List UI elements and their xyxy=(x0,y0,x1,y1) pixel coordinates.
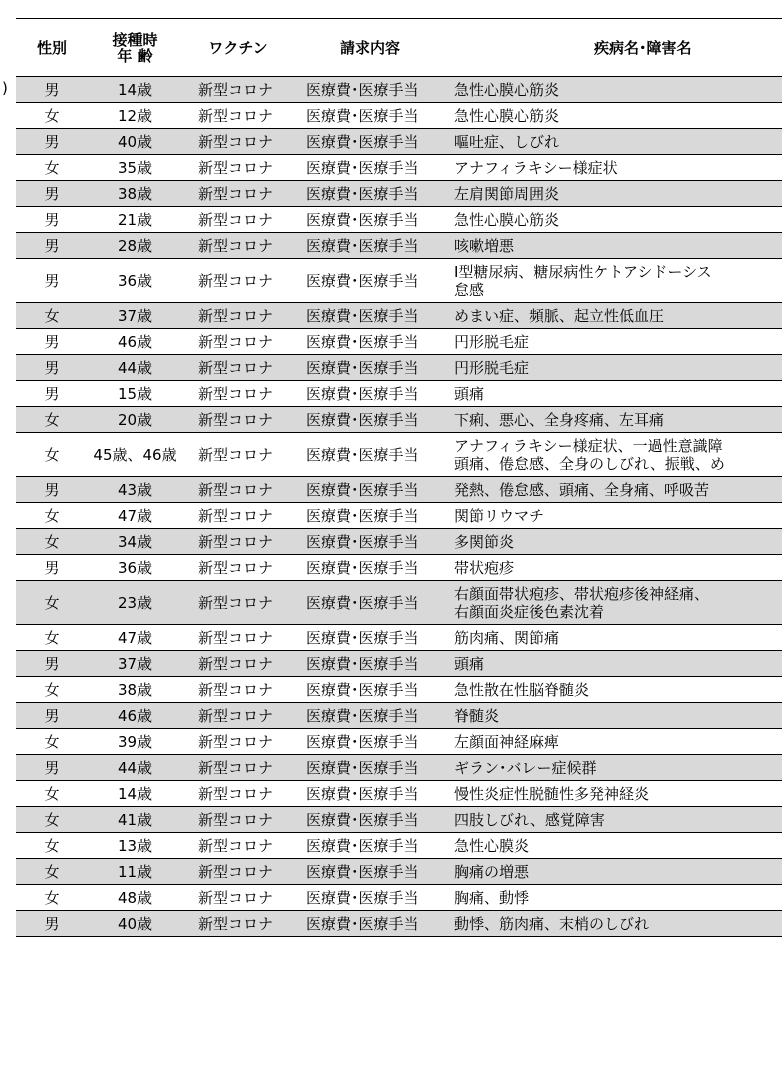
table-row xyxy=(16,555,782,581)
cell-sex: 男 xyxy=(44,384,60,403)
cell-age: 28歳 xyxy=(117,236,153,255)
relief-claims-table xyxy=(16,18,782,937)
cell-disease: 急性心膜炎 xyxy=(454,836,530,855)
cell-claim: 医療費･医療手当 xyxy=(306,593,419,612)
cell-disease: 下痢、悪心、全身疼痛、左耳痛 xyxy=(454,410,665,429)
edge-mark: ) xyxy=(2,79,8,97)
cell-sex: 女 xyxy=(44,862,60,881)
cell-vaccine: 新型コロナ xyxy=(198,384,274,403)
cell-sex: 女 xyxy=(44,784,60,803)
cell-vaccine: 新型コロナ xyxy=(198,654,274,673)
table-row xyxy=(16,259,782,303)
cell-vaccine: 新型コロナ xyxy=(198,558,274,577)
cell-age: 46歳 xyxy=(117,706,153,725)
cell-age: 39歳 xyxy=(117,732,153,751)
table-body xyxy=(16,77,782,937)
cell-claim: 医療費･医療手当 xyxy=(306,706,419,725)
cell-age: 11歳 xyxy=(117,862,153,881)
cell-sex: 女 xyxy=(44,810,60,829)
table-row xyxy=(16,381,782,407)
cell-claim: 医療費･医療手当 xyxy=(306,445,419,464)
cell-sex: 女 xyxy=(44,445,60,464)
cell-vaccine: 新型コロナ xyxy=(198,80,274,99)
cell-vaccine: 新型コロナ xyxy=(198,680,274,699)
cell-disease: 左肩関節周囲炎 xyxy=(454,184,560,203)
table-row xyxy=(16,885,782,911)
table-header xyxy=(16,19,782,77)
cell-disease: 左顔面神経麻痺 xyxy=(454,732,560,751)
cell-age: 37歳 xyxy=(117,306,153,325)
table-row xyxy=(16,503,782,529)
cell-sex: 男 xyxy=(44,132,60,151)
cell-claim: 医療費･医療手当 xyxy=(306,358,419,377)
cell-vaccine: 新型コロナ xyxy=(198,706,274,725)
cell-sex: 女 xyxy=(44,628,60,647)
cell-claim: 医療費･医療手当 xyxy=(306,106,419,125)
cell-sex: 女 xyxy=(44,593,60,612)
cell-age: 41歳 xyxy=(117,810,153,829)
cell-age: 36歳 xyxy=(117,558,153,577)
header-age-line1: 接種時 xyxy=(112,30,158,49)
cell-claim: 医療費･医療手当 xyxy=(306,410,419,429)
cell-sex: 男 xyxy=(44,210,60,229)
cell-age: 45歳、46歳 xyxy=(93,445,177,464)
cell-disease: 頭痛 xyxy=(454,654,485,673)
cell-claim: 医療費･医療手当 xyxy=(306,506,419,525)
cell-vaccine: 新型コロナ xyxy=(198,888,274,907)
cell-vaccine: 新型コロナ xyxy=(198,506,274,525)
cell-disease: 筋肉痛、関節痛 xyxy=(454,628,560,647)
table-row xyxy=(16,703,782,729)
cell-age: 23歳 xyxy=(117,593,153,612)
cell-sex: 女 xyxy=(44,506,60,525)
cell-claim: 医療費･医療手当 xyxy=(306,628,419,647)
cell-vaccine: 新型コロナ xyxy=(198,271,274,290)
cell-disease: 動悸、筋肉痛、末梢のしびれ xyxy=(454,914,650,933)
table-wrapper xyxy=(16,18,782,937)
cell-vaccine: 新型コロナ xyxy=(198,332,274,351)
cell-sex: 女 xyxy=(44,836,60,855)
cell-claim: 医療費･医療手当 xyxy=(306,236,419,255)
cell-age: 15歳 xyxy=(117,384,153,403)
cell-sex: 男 xyxy=(44,758,60,777)
cell-sex: 女 xyxy=(44,732,60,751)
cell-disease: 胸痛の増悪 xyxy=(454,862,530,881)
cell-vaccine: 新型コロナ xyxy=(198,158,274,177)
table-row xyxy=(16,807,782,833)
header-disease: 疾病名･障害名 xyxy=(594,38,692,57)
cell-age: 47歳 xyxy=(117,506,153,525)
cell-vaccine: 新型コロナ xyxy=(198,132,274,151)
cell-disease: 四肢しびれ、感覚障害 xyxy=(454,810,605,829)
cell-disease: 円形脱毛症 xyxy=(454,332,530,351)
cell-claim: 医療費･医療手当 xyxy=(306,132,419,151)
cell-age: 13歳 xyxy=(117,836,153,855)
cell-disease: 関節リウマチ xyxy=(454,506,545,525)
cell-disease: 頭痛 xyxy=(454,384,485,403)
cell-age: 40歳 xyxy=(117,914,153,933)
cell-sex: 男 xyxy=(44,480,60,499)
cell-sex: 男 xyxy=(44,184,60,203)
cell-age: 35歳 xyxy=(117,158,153,177)
cell-sex: 男 xyxy=(44,706,60,725)
cell-vaccine: 新型コロナ xyxy=(198,236,274,255)
cell-claim: 医療費･医療手当 xyxy=(306,532,419,551)
cell-vaccine: 新型コロナ xyxy=(198,410,274,429)
cell-disease: 円形脱毛症 xyxy=(454,358,530,377)
cell-disease: 急性心膜心筋炎 xyxy=(454,80,560,99)
cell-age: 21歳 xyxy=(117,210,153,229)
table-row xyxy=(16,77,782,103)
cell-vaccine: 新型コロナ xyxy=(198,836,274,855)
cell-disease: アナフィラキシー様症状、一過性意識障 頭痛、倦怠感、全身のしびれ、振戦、め xyxy=(454,436,725,473)
cell-disease: 嘔吐症、しびれ xyxy=(454,132,560,151)
table-row xyxy=(16,625,782,651)
cell-disease: 多関節炎 xyxy=(454,532,515,551)
cell-age: 44歳 xyxy=(117,758,153,777)
cell-claim: 医療費･医療手当 xyxy=(306,862,419,881)
table-row xyxy=(16,155,782,181)
table-row xyxy=(16,355,782,381)
table-row xyxy=(16,233,782,259)
cell-age: 37歳 xyxy=(117,654,153,673)
table-row xyxy=(16,207,782,233)
table-row xyxy=(16,477,782,503)
cell-vaccine: 新型コロナ xyxy=(198,914,274,933)
cell-claim: 医療費･医療手当 xyxy=(306,210,419,229)
cell-age: 36歳 xyxy=(117,271,153,290)
table-row xyxy=(16,677,782,703)
cell-disease: 胸痛、動悸 xyxy=(454,888,530,907)
cell-sex: 女 xyxy=(44,306,60,325)
cell-age: 46歳 xyxy=(117,332,153,351)
cell-vaccine: 新型コロナ xyxy=(198,106,274,125)
cell-disease: アナフィラキシー様症状 xyxy=(454,158,618,177)
cell-age: 38歳 xyxy=(117,680,153,699)
table-row xyxy=(16,651,782,677)
cell-age: 20歳 xyxy=(117,410,153,429)
cell-claim: 医療費･医療手当 xyxy=(306,158,419,177)
cell-disease: 慢性炎症性脱髄性多発神経炎 xyxy=(454,784,650,803)
cell-sex: 男 xyxy=(44,358,60,377)
cell-disease: Ⅰ型糖尿病、糖尿病性ケトアシドーシス 怠感 xyxy=(454,262,712,299)
cell-claim: 医療費･医療手当 xyxy=(306,732,419,751)
cell-claim: 医療費･医療手当 xyxy=(306,384,419,403)
header-row xyxy=(16,19,782,77)
cell-sex: 男 xyxy=(44,558,60,577)
cell-claim: 医療費･医療手当 xyxy=(306,480,419,499)
cell-claim: 医療費･医療手当 xyxy=(306,654,419,673)
cell-vaccine: 新型コロナ xyxy=(198,358,274,377)
cell-sex: 女 xyxy=(44,158,60,177)
cell-claim: 医療費･医療手当 xyxy=(306,888,419,907)
cell-age: 47歳 xyxy=(117,628,153,647)
cell-disease: 急性心膜心筋炎 xyxy=(454,106,560,125)
cell-vaccine: 新型コロナ xyxy=(198,862,274,881)
table-row xyxy=(16,303,782,329)
cell-disease: ギラン･バレー症候群 xyxy=(454,758,597,777)
header-vaccine: ワクチン xyxy=(208,38,268,57)
cell-disease: 急性心膜心筋炎 xyxy=(454,210,560,229)
table-row xyxy=(16,911,782,937)
cell-claim: 医療費･医療手当 xyxy=(306,306,419,325)
cell-claim: 医療費･医療手当 xyxy=(306,680,419,699)
cell-sex: 女 xyxy=(44,888,60,907)
table-row xyxy=(16,581,782,625)
table-row xyxy=(16,833,782,859)
cell-sex: 男 xyxy=(44,332,60,351)
header-age xyxy=(88,19,182,77)
cell-sex: 女 xyxy=(44,106,60,125)
header-sex: 性別 xyxy=(36,38,67,57)
cell-claim: 医療費･医療手当 xyxy=(306,271,419,290)
cell-age: 43歳 xyxy=(117,480,153,499)
cell-vaccine: 新型コロナ xyxy=(198,306,274,325)
cell-sex: 女 xyxy=(44,532,60,551)
cell-vaccine: 新型コロナ xyxy=(198,784,274,803)
cell-age: 14歳 xyxy=(117,80,153,99)
cell-vaccine: 新型コロナ xyxy=(198,732,274,751)
table-row xyxy=(16,329,782,355)
cell-claim: 医療費･医療手当 xyxy=(306,758,419,777)
table-row xyxy=(16,129,782,155)
cell-claim: 医療費･医療手当 xyxy=(306,332,419,351)
cell-age: 38歳 xyxy=(117,184,153,203)
cell-claim: 医療費･医療手当 xyxy=(306,836,419,855)
cell-age: 48歳 xyxy=(117,888,153,907)
cell-vaccine: 新型コロナ xyxy=(198,480,274,499)
cell-age: 44歳 xyxy=(117,358,153,377)
cell-claim: 医療費･医療手当 xyxy=(306,184,419,203)
cell-sex: 男 xyxy=(44,914,60,933)
cell-claim: 医療費･医療手当 xyxy=(306,784,419,803)
table-row xyxy=(16,407,782,433)
cell-claim: 医療費･医療手当 xyxy=(306,810,419,829)
cell-sex: 女 xyxy=(44,410,60,429)
table-row xyxy=(16,181,782,207)
table-row xyxy=(16,859,782,885)
cell-age: 40歳 xyxy=(117,132,153,151)
cell-disease: めまい症、頻脈、起立性低血圧 xyxy=(454,306,665,325)
cell-disease: 右顔面帯状疱疹、帯状疱疹後神経痛、 右顔面炎症後色素沈着 xyxy=(454,584,710,621)
table-row xyxy=(16,755,782,781)
cell-vaccine: 新型コロナ xyxy=(198,593,274,612)
cell-disease: 急性散在性脳脊髄炎 xyxy=(454,680,590,699)
cell-age: 34歳 xyxy=(117,532,153,551)
cell-vaccine: 新型コロナ xyxy=(198,532,274,551)
cell-vaccine: 新型コロナ xyxy=(198,810,274,829)
cell-disease: 帯状疱疹 xyxy=(454,558,515,577)
cell-claim: 医療費･医療手当 xyxy=(306,80,419,99)
table-row xyxy=(16,781,782,807)
cell-vaccine: 新型コロナ xyxy=(198,445,274,464)
cell-vaccine: 新型コロナ xyxy=(198,210,274,229)
cell-claim: 医療費･医療手当 xyxy=(306,558,419,577)
cell-disease: 発熱、倦怠感、頭痛、全身痛、呼吸苦 xyxy=(454,480,710,499)
cell-claim: 医療費･医療手当 xyxy=(306,914,419,933)
table-row xyxy=(16,103,782,129)
cell-sex: 女 xyxy=(44,680,60,699)
header-claim: 請求内容 xyxy=(339,38,400,57)
table-row xyxy=(16,529,782,555)
cell-vaccine: 新型コロナ xyxy=(198,628,274,647)
cell-disease: 咳嗽増悪 xyxy=(454,236,515,255)
cell-sex: 男 xyxy=(44,271,60,290)
cell-sex: 男 xyxy=(44,654,60,673)
table-row xyxy=(16,433,782,477)
cell-vaccine: 新型コロナ xyxy=(198,758,274,777)
header-age-line2: 年 齢 xyxy=(117,46,153,65)
cell-sex: 男 xyxy=(44,236,60,255)
cell-vaccine: 新型コロナ xyxy=(198,184,274,203)
cell-age: 12歳 xyxy=(117,106,153,125)
cell-disease: 脊髄炎 xyxy=(454,706,500,725)
table-row xyxy=(16,729,782,755)
cell-age: 14歳 xyxy=(117,784,153,803)
cell-sex: 男 xyxy=(44,80,60,99)
